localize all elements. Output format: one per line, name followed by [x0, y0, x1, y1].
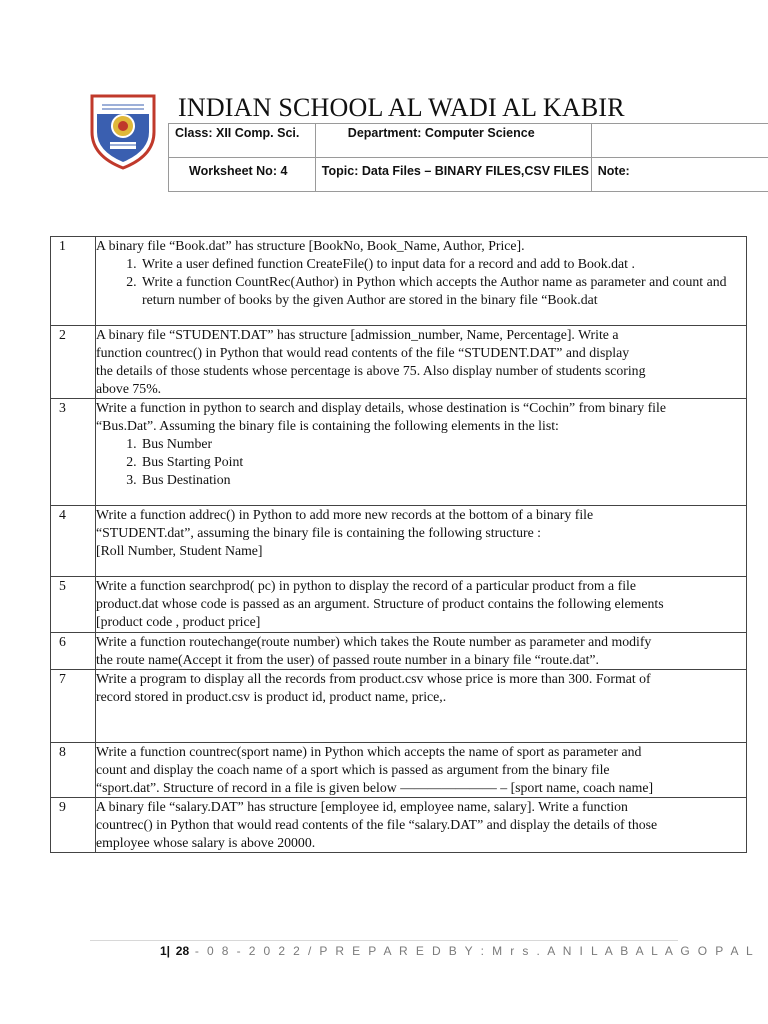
question-line: product.dat whose code is passed as an argument. Structure of product contains the following elements — [96, 596, 664, 611]
department-label: Department: Computer Science — [347, 126, 535, 140]
question-intro: A binary file “Book.dat” has structure [BookNo, Book_Name, Author, Price]. — [96, 238, 525, 253]
question-number: 8 — [51, 743, 96, 798]
note-label: Note: — [597, 164, 630, 178]
question-line: record stored in product.csv is product id, product name, price,. — [96, 689, 447, 704]
question-text — [96, 326, 747, 399]
worksheet-header-table — [168, 123, 768, 192]
topic-label: Topic: Data Files – BINARY FILES,CSV FILES — [321, 164, 589, 178]
school-name: INDIAN SCHOOL AL WADI AL KABIR — [178, 93, 625, 122]
question-text — [96, 399, 747, 506]
list-item: 3. Bus Destination — [140, 471, 746, 489]
question-line: above 75%. — [96, 381, 162, 396]
question-line: Write a function countrec(sport name) in Python which accepts the name of sport as parameter and — [96, 744, 642, 759]
question-line: [Roll Number, Student Name] — [96, 543, 263, 558]
question-number: 1 — [51, 237, 96, 326]
sub-question: 2. Write a function CountRec(Author) in Python which accepts the Author name as parameter and count and return number of books by the given Author are stored in the binary file “Book.dat — [140, 273, 746, 309]
sub-question-list — [96, 255, 746, 309]
topic-cell — [315, 158, 591, 192]
question-row — [51, 237, 747, 326]
question-row — [51, 577, 747, 633]
question-row — [51, 798, 747, 853]
question-line: Write a function in python to search and display details, whose destination is “Cochin” from binary file — [96, 400, 666, 415]
question-line: A binary file “salary.DAT” has structure [employee id, employee name, salary]. Write a function — [96, 799, 628, 814]
footer-credit: - 0 8 - 2 0 2 2 / P R E P A R E D B Y : M r s . A N I L A B A L A G O P A L — [194, 944, 756, 958]
question-line: Write a function searchprod( pc) in python to display the record of a particular product from a file — [96, 578, 637, 593]
questions-table — [50, 236, 747, 853]
question-number: 5 — [51, 577, 96, 633]
question-line: “STUDENT.dat”, assuming the binary file is containing the following structure : — [96, 525, 541, 540]
question-number: 2 — [51, 326, 96, 399]
worksheet-label: Worksheet No: 4 — [189, 164, 288, 178]
question-line: [product code , product price] — [96, 614, 261, 629]
page-footer — [160, 944, 755, 958]
page-number: 1| — [160, 944, 171, 958]
question-row — [51, 326, 747, 399]
question-line: function countrec() in Python that would read contents of the file “STUDENT.DAT” and display — [96, 345, 630, 360]
question-text — [96, 237, 747, 326]
school-crest-icon — [88, 92, 158, 170]
question-line: countrec() in Python that would read contents of the file “salary.DAT” and display the details of those — [96, 817, 658, 832]
footer-divider — [90, 940, 678, 941]
question-number: 4 — [51, 506, 96, 577]
question-text — [96, 633, 747, 670]
question-number: 6 — [51, 633, 96, 670]
question-line: count and display the coach name of a sport which is passed as argument from the binary file — [96, 762, 610, 777]
blank-cell — [591, 124, 768, 158]
question-line: “sport.dat”. Structure of record in a file is given below ——————— – [sport name, coach name] — [96, 780, 654, 795]
class-cell — [169, 124, 316, 158]
question-row — [51, 670, 747, 743]
question-line: Write a program to display all the records from product.csv whose price is more than 300. Format of — [96, 671, 651, 686]
question-line: “Bus.Dat”. Assuming the binary file is containing the following elements in the list: — [96, 418, 559, 433]
sub-question: 1. Write a user defined function CreateFile() to input data for a record and add to Book.dat . — [140, 255, 746, 273]
question-row — [51, 743, 747, 798]
footer-date-day: 28 — [175, 944, 190, 958]
question-text — [96, 798, 747, 853]
question-row — [51, 633, 747, 670]
sub-question-list — [96, 435, 746, 489]
worksheet-cell — [169, 158, 316, 192]
question-text — [96, 506, 747, 577]
question-text — [96, 670, 747, 743]
question-text — [96, 577, 747, 633]
note-cell — [591, 158, 768, 192]
question-text — [96, 743, 747, 798]
question-line: employee whose salary is above 20000. — [96, 835, 316, 850]
list-item: 2. Bus Starting Point — [140, 453, 746, 471]
question-number: 7 — [51, 670, 96, 743]
question-line: the details of those students whose percentage is above 75. Also display number of students scoring — [96, 363, 646, 378]
question-row — [51, 506, 747, 577]
question-line: A binary file “STUDENT.DAT” has structure [admission_number, Name, Percentage]. Write a — [96, 327, 619, 342]
question-number: 9 — [51, 798, 96, 853]
question-line: Write a function addrec() in Python to add more new records at the bottom of a binary file — [96, 507, 594, 522]
list-item: 1. Bus Number — [140, 435, 746, 453]
department-cell — [315, 124, 591, 158]
class-label: Class: XII Comp. Sci. — [175, 126, 300, 140]
question-line: the route name(Accept it from the user) of passed route number in a binary file “route.dat”. — [96, 652, 600, 667]
question-number: 3 — [51, 399, 96, 506]
question-line: Write a function routechange(route number) which takes the Route number as parameter and modify — [96, 634, 652, 649]
question-row — [51, 399, 747, 506]
